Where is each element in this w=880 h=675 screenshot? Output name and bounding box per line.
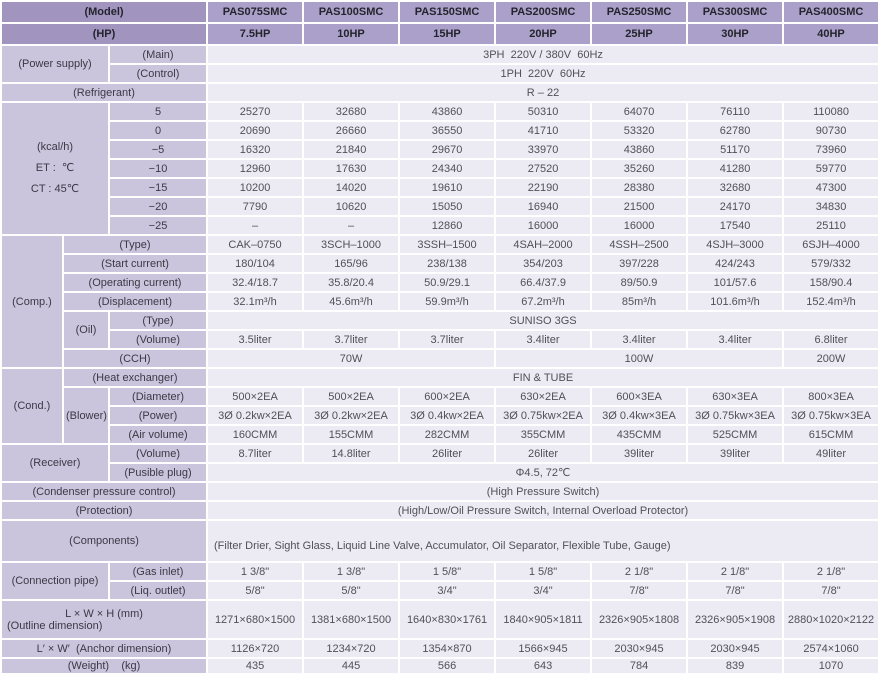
capacity-value-cell: 59770: [784, 160, 878, 177]
blower-power-cell: 3Ø 0.2kw×2EA: [208, 407, 302, 424]
condenser-pressure-control-value: (High Pressure Switch): [208, 483, 878, 500]
operating-current-cell: 50.9/29.1: [400, 274, 494, 291]
capacity-value-cell: 17630: [304, 160, 398, 177]
capacity-temp-label: −25: [110, 217, 206, 234]
capacity-value-cell: 7790: [208, 198, 302, 215]
oil-type-label: (Type): [110, 312, 206, 329]
capacity-value-cell: 53320: [592, 122, 686, 139]
refrigerant-row: [2, 84, 878, 101]
oil-type-row: [2, 312, 878, 329]
weight-cell: 1070: [784, 659, 878, 673]
operating-current-cell: 32.4/18.7: [208, 274, 302, 291]
capacity-value-cell: 10200: [208, 179, 302, 196]
blower-diameter-cell: 500×2EA: [304, 388, 398, 405]
capacity-temp-label: −15: [110, 179, 206, 196]
outline-dimension-label-line1: L × W × H (mm): [65, 607, 143, 620]
gas-inlet-cell: 2 1/8": [688, 563, 782, 580]
blower-diameter-cell: 800×3EA: [784, 388, 878, 405]
capacity-value-cell: 33970: [496, 141, 590, 158]
start-current-cell: 424/243: [688, 255, 782, 272]
capacity-value-cell: 29670: [400, 141, 494, 158]
comp-operating-current-row: [2, 274, 878, 291]
capacity-value-cell: 47300: [784, 179, 878, 196]
capacity-row-4: [2, 160, 878, 177]
capacity-value-cell: 43860: [592, 141, 686, 158]
gas-inlet-row: [2, 563, 878, 580]
weight-cell: 566: [400, 659, 494, 673]
displacement-cell: 59.9m³/h: [400, 293, 494, 310]
capacity-value-cell: 28380: [592, 179, 686, 196]
blower-diameter-cell: 500×2EA: [208, 388, 302, 405]
oil-volume-cell: 6.8liter: [784, 331, 878, 348]
components-row: [2, 521, 878, 561]
liq-outlet-cell: 5/8": [208, 582, 302, 599]
capacity-row-1: [2, 103, 878, 120]
liq-outlet-cell: 7/8": [784, 582, 878, 599]
capacity-value-cell: 50310: [496, 103, 590, 120]
weight-label: (Weight) (kg): [2, 659, 206, 673]
capacity-temp-label: −5: [110, 141, 206, 158]
comp-type-cell: 4SJH–3000: [688, 236, 782, 253]
displacement-label: (Displacement): [64, 293, 206, 310]
hp-header-cell: 25HP: [592, 24, 686, 44]
blower-air-volume-cell: 615CMM: [784, 426, 878, 443]
comp-type-label: (Type): [64, 236, 206, 253]
capacity-value-cell: 27520: [496, 160, 590, 177]
capacity-value-cell: 32680: [688, 179, 782, 196]
capacity-ct-label: CT : 45℃: [30, 183, 80, 195]
model-header-cell: PAS400SMC: [784, 2, 878, 22]
liq-outlet-cell: 7/8": [592, 582, 686, 599]
anchor-dimension-cell: 1354×870: [400, 640, 494, 657]
oil-volume-cell: 3.5liter: [208, 331, 302, 348]
capacity-value-cell: 17540: [688, 217, 782, 234]
liq-outlet-label: (Liq. outlet): [110, 582, 206, 599]
weight-cell: 784: [592, 659, 686, 673]
blower-diameter-cell: 600×2EA: [400, 388, 494, 405]
capacity-value-cell: 32680: [304, 103, 398, 120]
capacity-value-cell: 14020: [304, 179, 398, 196]
capacity-row-2: [2, 122, 878, 139]
capacity-value-cell: 16320: [208, 141, 302, 158]
hp-header-cell: 40HP: [784, 24, 878, 44]
outline-dimension-label-line2: (Outline dimension): [7, 619, 103, 632]
capacity-temp-label: −10: [110, 160, 206, 177]
hp-header-cell: 30HP: [688, 24, 782, 44]
capacity-value-cell: 19610: [400, 179, 494, 196]
start-current-cell: 238/138: [400, 255, 494, 272]
capacity-value-cell: 24170: [688, 198, 782, 215]
hp-header-cell: 10HP: [304, 24, 398, 44]
model-header-cell: PAS075SMC: [208, 2, 302, 22]
liq-outlet-cell: 3/4": [496, 582, 590, 599]
start-current-cell: 354/203: [496, 255, 590, 272]
start-current-cell: 165/96: [304, 255, 398, 272]
operating-current-cell: 101/57.6: [688, 274, 782, 291]
oil-volume-cell: 3.7liter: [304, 331, 398, 348]
condenser-pressure-control-row: [2, 483, 878, 500]
receiver-volume-row: [2, 445, 878, 462]
displacement-cell: 101.6m³/h: [688, 293, 782, 310]
start-current-cell: 180/104: [208, 255, 302, 272]
capacity-value-cell: 16000: [592, 217, 686, 234]
outline-dimension-cell: 1381×680×1500: [304, 601, 398, 638]
receiver-volume-cell: 49liter: [784, 445, 878, 462]
oil-type-value: SUNISO 3GS: [208, 312, 878, 329]
operating-current-cell: 35.8/20.4: [304, 274, 398, 291]
receiver-volume-cell: 14.8liter: [304, 445, 398, 462]
blower-air-volume-row: [2, 426, 878, 443]
capacity-value-cell: 15050: [400, 198, 494, 215]
gas-inlet-cell: 1 5/8": [496, 563, 590, 580]
liq-outlet-cell: 7/8": [688, 582, 782, 599]
displacement-cell: 85m³/h: [592, 293, 686, 310]
refrigerant-label: (Refrigerant): [2, 84, 206, 101]
anchor-dimension-cell: 1234×720: [304, 640, 398, 657]
outline-dimension-cell: 2326×905×1808: [592, 601, 686, 638]
anchor-dimension-row: [2, 640, 878, 657]
capacity-value-cell: 41710: [496, 122, 590, 139]
blower-diameter-label: (Diameter): [110, 388, 206, 405]
blower-diameter-row: [2, 388, 878, 405]
weight-cell: 445: [304, 659, 398, 673]
capacity-value-cell: –: [304, 217, 398, 234]
capacity-temp-label: 5: [110, 103, 206, 120]
outline-dimension-cell: 1271×680×1500: [208, 601, 302, 638]
oil-volume-label: (Volume): [110, 331, 206, 348]
displacement-cell: 45.6m³/h: [304, 293, 398, 310]
oil-volume-cell: 3.4liter: [592, 331, 686, 348]
capacity-value-cell: 26660: [304, 122, 398, 139]
comp-type-cell: 4SSH–2500: [592, 236, 686, 253]
blower-air-volume-cell: 155CMM: [304, 426, 398, 443]
blower-air-volume-cell: 525CMM: [688, 426, 782, 443]
oil-volume-cell: 3.4liter: [688, 331, 782, 348]
capacity-value-cell: 73960: [784, 141, 878, 158]
liq-outlet-cell: 3/4": [400, 582, 494, 599]
capacity-value-cell: 62780: [688, 122, 782, 139]
capacity-value-cell: 25110: [784, 217, 878, 234]
outline-dimension-cell: 2880×1020×2122: [784, 601, 878, 638]
pusible-plug-label: (Pusible plug): [110, 464, 206, 481]
protection-label: (Protection): [2, 502, 206, 519]
components-value: (Filter Drier, Sight Glass, Liquid Line Valve, Accumulator, Oil Separator, Flexible Tube, Gauge): [208, 521, 878, 561]
comp-type-row: [2, 236, 878, 253]
blower-air-volume-cell: 160CMM: [208, 426, 302, 443]
refrigerant-value: R – 22: [208, 84, 878, 101]
hp-header-cell: 20HP: [496, 24, 590, 44]
capacity-temp-label: 0: [110, 122, 206, 139]
capacity-value-cell: 10620: [304, 198, 398, 215]
capacity-value-cell: 34830: [784, 198, 878, 215]
heat-exchanger-row: [2, 369, 878, 386]
model-header-cell: PAS200SMC: [496, 2, 590, 22]
comp-type-cell: 6SJH–4000: [784, 236, 878, 253]
capacity-value-cell: 12860: [400, 217, 494, 234]
operating-current-cell: 89/50.9: [592, 274, 686, 291]
blower-power-row: [2, 407, 878, 424]
capacity-value-cell: 20690: [208, 122, 302, 139]
oil-volume-cell: 3.7liter: [400, 331, 494, 348]
comp-type-cell: 3SSH–1500: [400, 236, 494, 253]
power-supply-main-label: (Main): [110, 46, 206, 63]
model-header-cell: PAS300SMC: [688, 2, 782, 22]
protection-row: [2, 502, 878, 519]
comp-type-cell: CAK–0750: [208, 236, 302, 253]
condenser-pressure-control-label: (Condenser pressure control): [2, 483, 206, 500]
capacity-value-cell: 21840: [304, 141, 398, 158]
gas-inlet-cell: 2 1/8": [784, 563, 878, 580]
heat-exchanger-value: FIN & TUBE: [208, 369, 878, 386]
capacity-value-cell: –: [208, 217, 302, 234]
capacity-value-cell: 64070: [592, 103, 686, 120]
capacity-value-cell: 90730: [784, 122, 878, 139]
operating-current-cell: 158/90.4: [784, 274, 878, 291]
receiver-volume-cell: 26liter: [496, 445, 590, 462]
capacity-condition-label: [2, 103, 108, 234]
hp-row-label: (HP): [2, 24, 206, 44]
capacity-row-5: [2, 179, 878, 196]
comp-start-current-row: [2, 255, 878, 272]
capacity-unit-label: (kcal/h): [36, 141, 74, 153]
anchor-dimension-cell: 1126×720: [208, 640, 302, 657]
blower-diameter-cell: 630×2EA: [496, 388, 590, 405]
comp-displacement-row: [2, 293, 878, 310]
blower-power-cell: 3Ø 0.2kw×2EA: [304, 407, 398, 424]
protection-value: (High/Low/Oil Pressure Switch, Internal Overload Protector): [208, 502, 878, 519]
outline-dimension-row: [2, 601, 878, 638]
weight-row: [2, 659, 878, 673]
power-supply-control-value: 1PH 220V 60Hz: [208, 65, 878, 82]
model-header-cell: PAS100SMC: [304, 2, 398, 22]
capacity-value-cell: 36550: [400, 122, 494, 139]
outline-dimension-cell: 1840×905×1811: [496, 601, 590, 638]
pusible-plug-value: Φ4.5, 72℃: [208, 464, 878, 481]
capacity-value-cell: 21500: [592, 198, 686, 215]
blower-power-cell: 3Ø 0.75kw×3EA: [688, 407, 782, 424]
blower-power-cell: 3Ø 0.4kw×2EA: [400, 407, 494, 424]
capacity-et-label: ET : ℃: [35, 162, 75, 174]
model-header-cell: PAS150SMC: [400, 2, 494, 22]
gas-inlet-label: (Gas inlet): [110, 563, 206, 580]
capacity-value-cell: 16940: [496, 198, 590, 215]
blower-diameter-cell: 630×3EA: [688, 388, 782, 405]
capacity-value-cell: 110080: [784, 103, 878, 120]
anchor-dimension-cell: 1566×945: [496, 640, 590, 657]
anchor-dimension-cell: 2574×1060: [784, 640, 878, 657]
capacity-value-cell: 43860: [400, 103, 494, 120]
power-supply-control-row: [2, 65, 878, 82]
start-current-cell: 579/332: [784, 255, 878, 272]
pusible-plug-row: [2, 464, 878, 481]
cch-value-70w: 70W: [208, 350, 494, 367]
oil-volume-row: [2, 331, 878, 348]
capacity-value-cell: 12960: [208, 160, 302, 177]
displacement-cell: 32.1m³/h: [208, 293, 302, 310]
start-current-cell: 397/228: [592, 255, 686, 272]
hp-header-cell: 7.5HP: [208, 24, 302, 44]
operating-current-cell: 66.4/37.9: [496, 274, 590, 291]
capacity-row-7: [2, 217, 878, 234]
receiver-volume-cell: 39liter: [592, 445, 686, 462]
receiver-group-label: (Receiver): [2, 445, 108, 481]
components-label: (Components): [2, 521, 206, 561]
capacity-value-cell: 16000: [496, 217, 590, 234]
capacity-value-cell: 22190: [496, 179, 590, 196]
receiver-volume-label: (Volume): [110, 445, 206, 462]
receiver-volume-cell: 8.7liter: [208, 445, 302, 462]
oil-volume-cell: 3.4liter: [496, 331, 590, 348]
power-supply-control-label: (Control): [110, 65, 206, 82]
blower-power-cell: 3Ø 0.4kw×3EA: [592, 407, 686, 424]
blower-air-volume-label: (Air volume): [110, 426, 206, 443]
power-supply-label: (Power supply): [2, 46, 108, 82]
anchor-dimension-label: L′ × W′ (Anchor dimension): [2, 640, 206, 657]
gas-inlet-cell: 1 3/8": [208, 563, 302, 580]
comp-type-cell: 4SAH–2000: [496, 236, 590, 253]
blower-air-volume-cell: 282CMM: [400, 426, 494, 443]
comp-group-label: (Comp.): [2, 236, 62, 367]
outline-dimension-cell: 1640×830×1761: [400, 601, 494, 638]
capacity-value-cell: 35260: [592, 160, 686, 177]
comp-type-cell: 3SCH–1000: [304, 236, 398, 253]
heat-exchanger-label: (Heat exchanger): [64, 369, 206, 386]
cch-value-200w: 200W: [784, 350, 878, 367]
weight-cell: 839: [688, 659, 782, 673]
outline-dimension-label: [2, 601, 206, 638]
cond-group-label: (Cond.): [2, 369, 62, 443]
cch-value-100w: 100W: [496, 350, 782, 367]
capacity-value-cell: 76110: [688, 103, 782, 120]
cch-label: (CCH): [64, 350, 206, 367]
gas-inlet-cell: 1 5/8": [400, 563, 494, 580]
anchor-dimension-cell: 2030×945: [688, 640, 782, 657]
anchor-dimension-cell: 2030×945: [592, 640, 686, 657]
model-row-label: (Model): [2, 2, 206, 22]
connection-pipe-label: (Connection pipe): [2, 563, 108, 599]
cch-row: [2, 350, 878, 367]
power-supply-main-row: [2, 46, 878, 63]
weight-cell: 643: [496, 659, 590, 673]
capacity-value-cell: 24340: [400, 160, 494, 177]
hp-row: [2, 24, 878, 44]
power-supply-main-value: 3PH 220V / 380V 60Hz: [208, 46, 878, 63]
outline-dimension-cell: 2326×905×1908: [688, 601, 782, 638]
weight-cell: 435: [208, 659, 302, 673]
displacement-cell: 67.2m³/h: [496, 293, 590, 310]
blower-power-label: (Power): [110, 407, 206, 424]
capacity-row-6: [2, 198, 878, 215]
receiver-volume-cell: 26liter: [400, 445, 494, 462]
blower-diameter-cell: 600×3EA: [592, 388, 686, 405]
blower-air-volume-cell: 355CMM: [496, 426, 590, 443]
model-row: [2, 2, 878, 22]
oil-group-label: (Oil): [64, 312, 108, 348]
operating-current-label: (Operating current): [64, 274, 206, 291]
capacity-temp-label: −20: [110, 198, 206, 215]
blower-group-label: (Blower): [64, 388, 108, 443]
capacity-row-3: [2, 141, 878, 158]
liq-outlet-row: [2, 582, 878, 599]
receiver-volume-cell: 39liter: [688, 445, 782, 462]
hp-header-cell: 15HP: [400, 24, 494, 44]
blower-air-volume-cell: 435CMM: [592, 426, 686, 443]
capacity-value-cell: 41280: [688, 160, 782, 177]
liq-outlet-cell: 5/8": [304, 582, 398, 599]
model-header-cell: PAS250SMC: [592, 2, 686, 22]
capacity-value-cell: 51170: [688, 141, 782, 158]
blower-power-cell: 3Ø 0.75kw×2EA: [496, 407, 590, 424]
gas-inlet-cell: 1 3/8": [304, 563, 398, 580]
start-current-label: (Start current): [64, 255, 206, 272]
capacity-value-cell: 25270: [208, 103, 302, 120]
gas-inlet-cell: 2 1/8": [592, 563, 686, 580]
blower-power-cell: 3Ø 0.75kw×3EA: [784, 407, 878, 424]
displacement-cell: 152.4m³/h: [784, 293, 878, 310]
